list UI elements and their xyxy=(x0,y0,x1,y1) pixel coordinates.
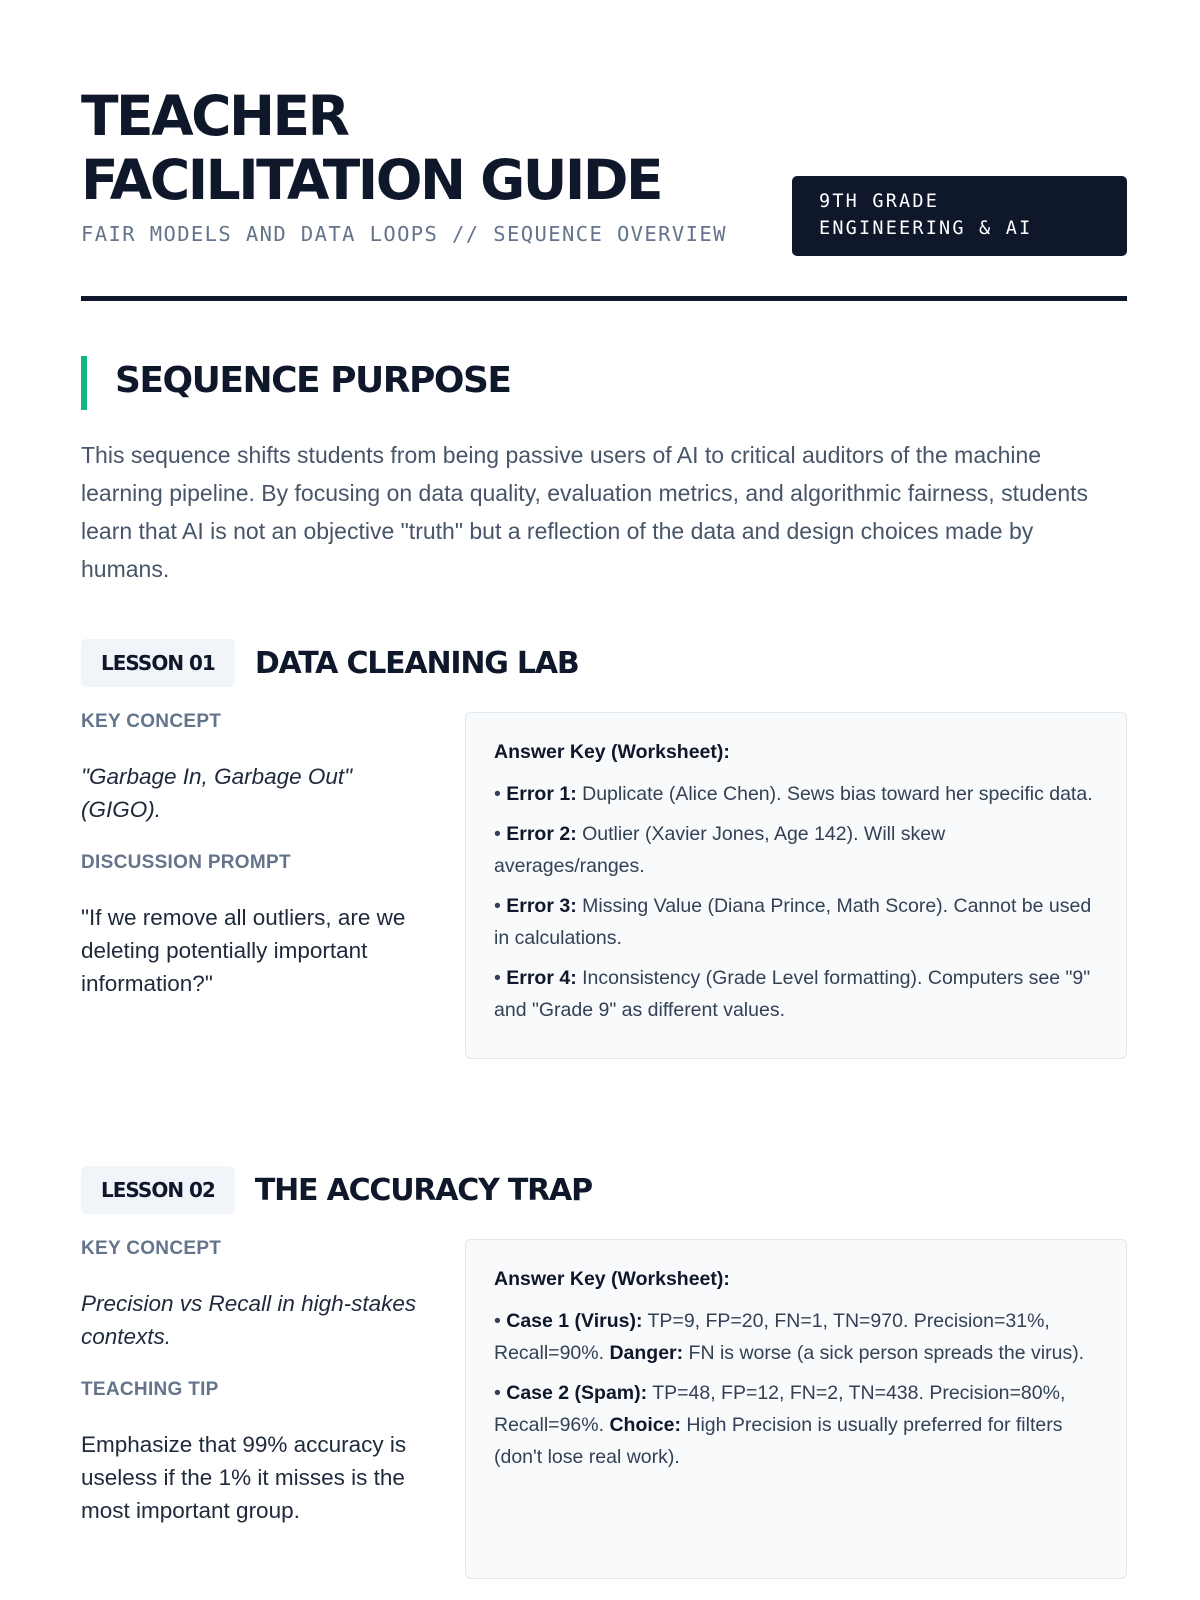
section-heading: SEQUENCE PURPOSE xyxy=(115,360,511,401)
answer-label-2: Danger: xyxy=(609,1342,684,1364)
answer-key-heading: Answer Key (Worksheet): xyxy=(494,741,730,763)
document-subtitle: FAIR MODELS AND DATA LOOPS // SEQUENCE OVERVIEW xyxy=(81,222,727,246)
bullet: • xyxy=(494,1382,507,1404)
bullet: • xyxy=(494,967,507,989)
grade-badge-line-1: 9TH GRADE xyxy=(819,191,940,212)
lesson-header xyxy=(81,639,579,687)
key-concept-label: KEY CONCEPT xyxy=(81,711,222,732)
lesson-header xyxy=(81,1166,592,1214)
answer-label: Error 2: xyxy=(506,823,577,845)
answer-item xyxy=(494,778,1098,810)
bullet: • xyxy=(494,783,507,805)
grade-badge xyxy=(792,176,1127,256)
title-line-2: FACILITATION GUIDE xyxy=(81,148,662,212)
answer-label: Case 2 (Spam): xyxy=(506,1382,648,1404)
answer-label-2: Choice: xyxy=(609,1414,681,1436)
answer-label: Error 4: xyxy=(506,967,577,989)
answer-text-2: FN is worse (a sick person spreads the virus). xyxy=(683,1342,1085,1364)
answer-key-box xyxy=(465,1239,1127,1579)
answer-label: Case 1 (Virus): xyxy=(506,1310,643,1332)
lesson-title: DATA CLEANING LAB xyxy=(254,645,579,681)
answer-text: Duplicate (Alice Chen). Sews bias toward her specific data. xyxy=(576,783,1093,805)
bullet: • xyxy=(494,823,507,845)
answer-text: TP=9, FP=20, FN=1, TN=970. Precision=31%, Recall=90%. xyxy=(494,1310,1050,1364)
lesson-tag: LESSON 02 xyxy=(81,1166,235,1214)
answer-text-2: High Precision is usually preferred for filters (don't lose real work). xyxy=(494,1414,1063,1468)
lesson-title: THE ACCURACY TRAP xyxy=(254,1172,592,1208)
answer-text: Outlier (Xavier Jones, Age 142). Will skew averages/ranges. xyxy=(494,823,946,877)
grade-badge-line-2: ENGINEERING & AI xyxy=(819,218,1033,239)
document-title xyxy=(81,84,761,212)
bullet: • xyxy=(494,1310,507,1332)
document-header xyxy=(81,84,1127,246)
answer-key-heading: Answer Key (Worksheet): xyxy=(494,1268,730,1290)
key-concept-text: "Garbage In, Garbage Out" (GIGO). xyxy=(81,764,353,822)
answer-label: Error 1: xyxy=(506,783,577,805)
answer-item xyxy=(494,1305,1098,1369)
answer-item xyxy=(494,890,1098,954)
answer-text: TP=48, FP=12, FN=2, TN=438. Precision=80%, Recall=96%. xyxy=(494,1382,1066,1436)
lesson-notes xyxy=(81,1238,421,1527)
teaching-tip-text: Emphasize that 99% accuracy is useless if the 1% it misses is the most important group. xyxy=(81,1432,407,1523)
answer-key-box xyxy=(465,712,1127,1059)
answer-item xyxy=(494,962,1098,1026)
answer-item xyxy=(494,818,1098,882)
answer-text: Inconsistency (Grade Level formatting). Computers see "9" and "Grade 9" as different values. xyxy=(494,967,1091,1021)
answer-text: Missing Value (Diana Prince, Math Score). Cannot be used in calculations. xyxy=(494,895,1092,949)
discussion-prompt-text: "If we remove all outliers, are we deleting potentially important information?" xyxy=(81,905,406,996)
lesson-notes xyxy=(81,711,421,1000)
discussion-prompt-label: DISCUSSION PROMPT xyxy=(81,852,291,873)
bullet: • xyxy=(494,895,507,917)
answer-item xyxy=(494,1377,1098,1473)
lesson-tag: LESSON 01 xyxy=(81,639,235,687)
header-divider xyxy=(81,296,1127,301)
answer-label: Error 3: xyxy=(506,895,577,917)
key-concept-label: KEY CONCEPT xyxy=(81,1238,222,1259)
teaching-tip-label: TEACHING TIP xyxy=(81,1379,219,1400)
title-line-1: TEACHER xyxy=(81,84,348,148)
section-accent-bar xyxy=(81,356,87,410)
purpose-paragraph: This sequence shifts students from being passive users of AI to critical auditors of the machine learning pipeline. By focusing on data quality, evaluation metrics, and algorithmic fairness, students learn that AI is not an objective "truth" but a reflection of the data and design choices made by humans. xyxy=(81,442,1089,582)
key-concept-text: Precision vs Recall in high-stakes contexts. xyxy=(81,1291,417,1349)
